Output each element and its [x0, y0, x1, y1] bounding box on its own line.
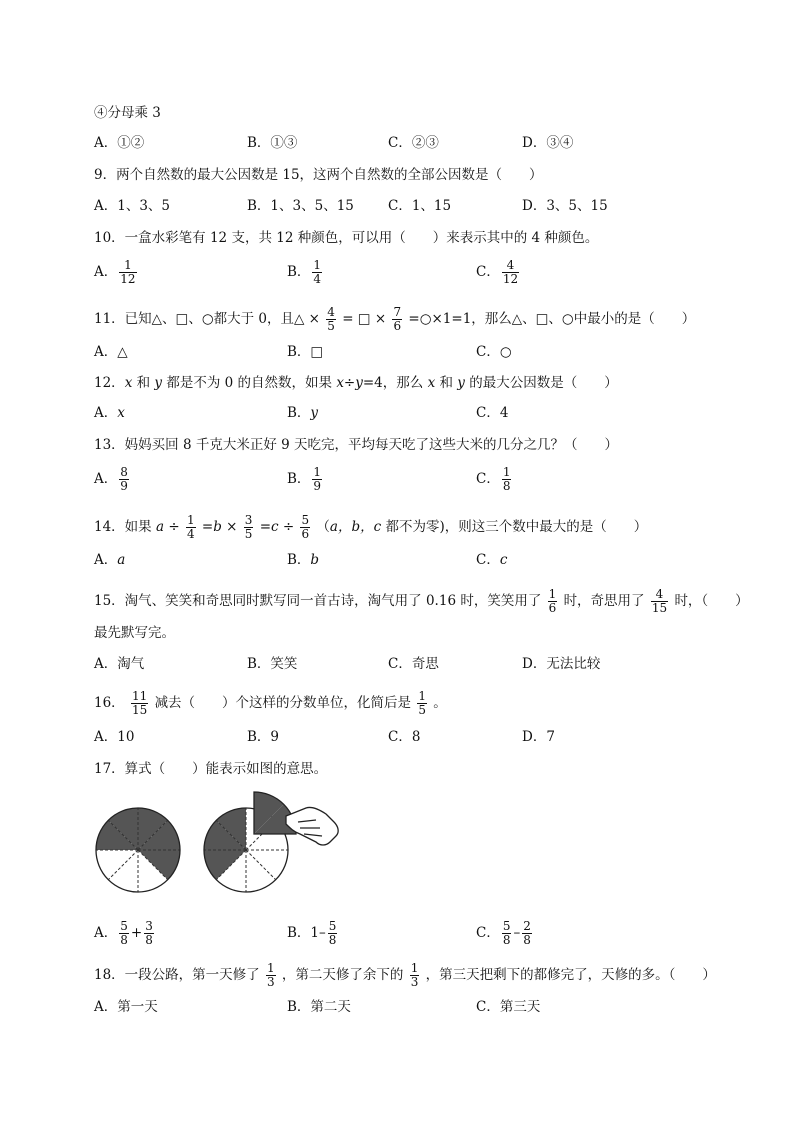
option-q13-c[interactable]: C． $\frac{1}{8}$: [476, 465, 511, 493]
fraction: $\frac{5}{6}$: [301, 513, 310, 541]
fraction: $\frac{1}{3}$: [410, 961, 419, 989]
question-9: 9．两个自然数的最大公因数是 15，这两个自然数的全部公因数是（ ）: [94, 167, 543, 183]
option-q15-c[interactable]: C．奇思: [388, 656, 439, 672]
fraction: $\frac{5}{8}$: [502, 919, 511, 947]
fraction: $\frac{11}{15}$: [131, 689, 148, 717]
question-15: 15．淘气、笑笑和奇思同时默写同一首古诗，淘气用了 0.16 时，笑笑用了 $\frac{1}{6}$ 时，奇思用了 $\frac{4}{15}$ 时，（ ）: [94, 587, 749, 615]
fraction-circles-figure: [94, 788, 354, 900]
fraction: $\frac{1}{12}$: [120, 258, 136, 286]
option-q17-c[interactable]: C． $\frac{5}{8}$ – $\frac{2}{8}$: [476, 919, 531, 947]
fraction: $\frac{3}{8}$: [145, 919, 153, 947]
fraction: $\frac{7}{6}$: [393, 305, 402, 333]
circle-five-eighths: [96, 808, 180, 892]
option-q16-d[interactable]: D．7: [522, 729, 555, 745]
option-q10-c[interactable]: C． $\frac{4}{12}$: [476, 258, 519, 286]
option-q18-c[interactable]: C．第三天: [476, 999, 541, 1015]
option-q15-b[interactable]: B．笑笑: [247, 656, 298, 672]
option-q9-c[interactable]: C．1、15: [388, 198, 452, 214]
fraction: $\frac{2}{8}$: [523, 919, 531, 947]
statement-line: ④分母乘 3: [94, 105, 161, 121]
option-q11-c[interactable]: C．○: [476, 344, 512, 360]
option-q17-a[interactable]: A． $\frac{5}{8}$ + $\frac{3}{8}$: [94, 919, 153, 947]
fraction: $\frac{4}{15}$: [651, 587, 668, 615]
question-10: 10．一盒水彩笔有 12 支，共 12 种颜色，可以用（ ）来表示其中的 4 种颜色。: [94, 230, 599, 246]
option-q14-a[interactable]: A．a: [94, 552, 126, 568]
option-q15-d[interactable]: D．无法比较: [522, 656, 601, 672]
option-q8-b[interactable]: B．①③: [247, 135, 298, 151]
option-q11-b[interactable]: B．□: [287, 344, 324, 360]
fraction: $\frac{4}{12}$: [502, 258, 519, 286]
fraction: $\frac{5}{8}$: [328, 919, 337, 947]
option-q11-a[interactable]: A．△: [94, 344, 128, 360]
question-14: 14．如果 a ÷ $\frac{1}{4}$ =b × $\frac{3}{5}$ =c ÷ $\frac{5}{6}$ （a，b，c 都不为零)，则这三个数中最大的是（ ）: [94, 513, 648, 541]
question-13: 13．妈妈买回 8 千克大米正好 9 天吃完，平均每天吃了这些大米的几分之几？（ ）: [94, 437, 619, 453]
option-q9-b[interactable]: B．1、3、5、15: [247, 198, 354, 214]
option-q16-b[interactable]: B．9: [247, 729, 280, 745]
option-q8-a[interactable]: A．①②: [94, 135, 145, 151]
question-18: 18．一段公路，第一天修了 $\frac{1}{3}$ ，第二天修了余下的 $\frac{1}{3}$ ，第三天把剩下的都修完了，天修的多。（ ）: [94, 961, 716, 989]
option-q16-a[interactable]: A．10: [94, 729, 135, 745]
fraction: $\frac{1}{9}$: [313, 465, 322, 493]
question-15-continued: 最先默写完。: [94, 625, 175, 641]
option-q12-b[interactable]: B．y: [287, 405, 319, 421]
option-q9-d[interactable]: D．3、5、15: [522, 198, 608, 214]
option-q14-b[interactable]: B．b: [287, 552, 320, 568]
option-q13-b[interactable]: B． $\frac{1}{9}$: [287, 465, 322, 493]
question-16: 16． $\frac{11}{15}$ 减去（ ）个这样的分数单位，化简后是 $\frac{1}{5}$ 。: [94, 689, 447, 717]
fraction: $\frac{1}{4}$: [186, 513, 195, 541]
option-q18-a[interactable]: A．第一天: [94, 999, 158, 1015]
fraction: $\frac{1}{4}$: [313, 258, 322, 286]
option-q10-a[interactable]: A． $\frac{1}{12}$: [94, 258, 136, 286]
fraction: $\frac{1}{8}$: [502, 465, 511, 493]
option-q8-c[interactable]: C．②③: [388, 135, 439, 151]
fraction: $\frac{1}{5}$: [418, 689, 426, 717]
option-q15-a[interactable]: A．淘气: [94, 656, 145, 672]
option-q16-c[interactable]: C．8: [388, 729, 421, 745]
option-q12-a[interactable]: A．x: [94, 405, 125, 421]
option-q8-d[interactable]: D．③④: [522, 135, 574, 151]
fraction: $\frac{1}{3}$: [266, 961, 275, 989]
question-12: 12．x 和 y 都是不为 0 的自然数，如果 x÷y=4，那么 x 和 y 的最大公因数是（ ）: [94, 375, 618, 391]
option-q18-b[interactable]: B．第二天: [287, 999, 351, 1015]
option-q13-a[interactable]: A． $\frac{8}{9}$: [94, 465, 128, 493]
question-11: 11．已知△、□、○都大于 0，且△ × $\frac{4}{5}$ = □ × $\frac{7}{6}$ =○×1=1，那么△、□、○中最小的是（ ）: [94, 305, 696, 333]
hand-icon: [286, 807, 338, 845]
fraction: $\frac{1}{6}$: [548, 587, 557, 615]
option-q10-b[interactable]: B． $\frac{1}{4}$: [287, 258, 322, 286]
fraction: $\frac{5}{8}$: [120, 919, 128, 947]
option-q9-a[interactable]: A．1、3、5: [94, 198, 171, 214]
option-q12-c[interactable]: C．4: [476, 405, 509, 421]
fraction: $\frac{8}{9}$: [120, 465, 128, 493]
question-17: 17．算式（ ）能表示如图的意思。: [94, 761, 328, 777]
fraction: $\frac{4}{5}$: [327, 305, 335, 333]
option-q14-c[interactable]: C．c: [476, 552, 508, 568]
fraction: $\frac{3}{5}$: [244, 513, 253, 541]
option-q17-b[interactable]: B．1– $\frac{5}{8}$: [287, 919, 337, 947]
